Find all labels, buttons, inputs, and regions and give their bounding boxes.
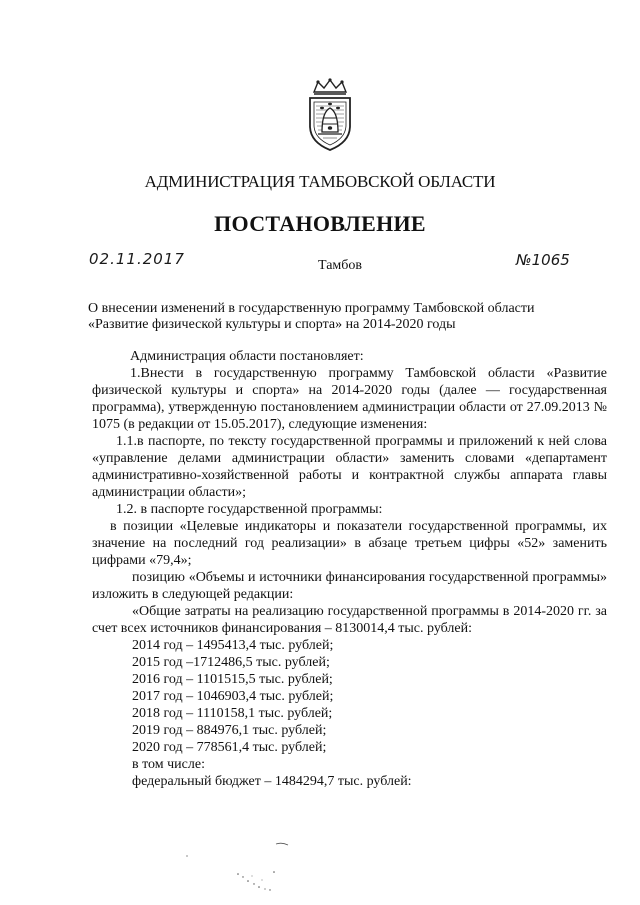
document-title-line: О внесении изменений в государственную программу Тамбовской области: [88, 301, 535, 316]
document-body: [92, 348, 607, 790]
list-item: 2018 год – 1110158,1 тыс. рублей;: [132, 706, 333, 721]
paragraph-1-2: 1.2. в паспорте государственной программы:: [116, 502, 383, 517]
paragraph-1-1: 1.1.в паспорте, по тексту государственной программы и приложений к ней слова «управление делами администрации области» заменить словами «департамент административно-хозяйственной работы и контрактной службы аппарата главы администрации области»;: [92, 434, 607, 500]
paragraph-indicators: в позиции «Целевые индикаторы и показатели государственной программы, их значение на последний год реализации» в абзаце третьем цифры «52» заменить цифрами «79,4»;: [92, 519, 607, 568]
paragraph-1: 1.Внести в государственную программу Тамбовской области «Развитие физической культуры и спорта» на 2014-2020 годы (далее — государственная программа), утвержденную постановлением администрации области от 27.09.2013 № 1075 (в редакции от 15.05.2017), следующие изменения:: [92, 366, 607, 432]
issuing-authority: АДМИНИСТРАЦИЯ ТАМБОВСКОЙ ОБЛАСТИ: [144, 172, 496, 191]
list-item: 2014 год – 1495413,4 тыс. рублей;: [132, 638, 334, 653]
tambov-coat-of-arms-icon: [300, 78, 360, 152]
list-item: 2019 год – 884976,1 тыс. рублей;: [132, 723, 327, 738]
list-item-including: в том числе:: [132, 757, 205, 772]
list-item: 2017 год – 1046903,4 тыс. рублей;: [132, 689, 334, 704]
document-type-heading: ПОСТАНОВЛЕНИЕ: [214, 211, 426, 236]
document-number: №1065: [516, 251, 570, 269]
document-title: [88, 301, 608, 333]
stamp-residue-icon: [234, 868, 278, 896]
paragraph-total-costs: «Общие затраты на реализацию государственной программы в 2014-2020 гг. за счет всех источников финансирования – 8130014,4 тыс. рублей:: [92, 604, 607, 636]
list-item-federal-budget: федеральный бюджет – 1484294,7 тыс. рублей:: [132, 774, 412, 789]
yearly-costs-list: [92, 637, 607, 790]
body-intro: Администрация области постановляет:: [130, 349, 364, 364]
list-item: 2020 год – 778561,4 тыс. рублей;: [132, 740, 327, 755]
pen-mark-icon: [184, 840, 294, 860]
paragraph-funding: позицию «Объемы и источники финансирования государственной программы» изложить в следующей редакции:: [92, 570, 607, 602]
document-title-line: «Развитие физической культуры и спорта» на 2014-2020 годы: [88, 317, 456, 332]
document-date: 02.11.2017: [89, 250, 185, 268]
list-item: 2016 год – 1101515,5 тыс. рублей;: [132, 672, 333, 687]
list-item: 2015 год –1712486,5 тыс. рублей;: [132, 655, 330, 670]
document-city: Тамбов: [318, 258, 363, 273]
